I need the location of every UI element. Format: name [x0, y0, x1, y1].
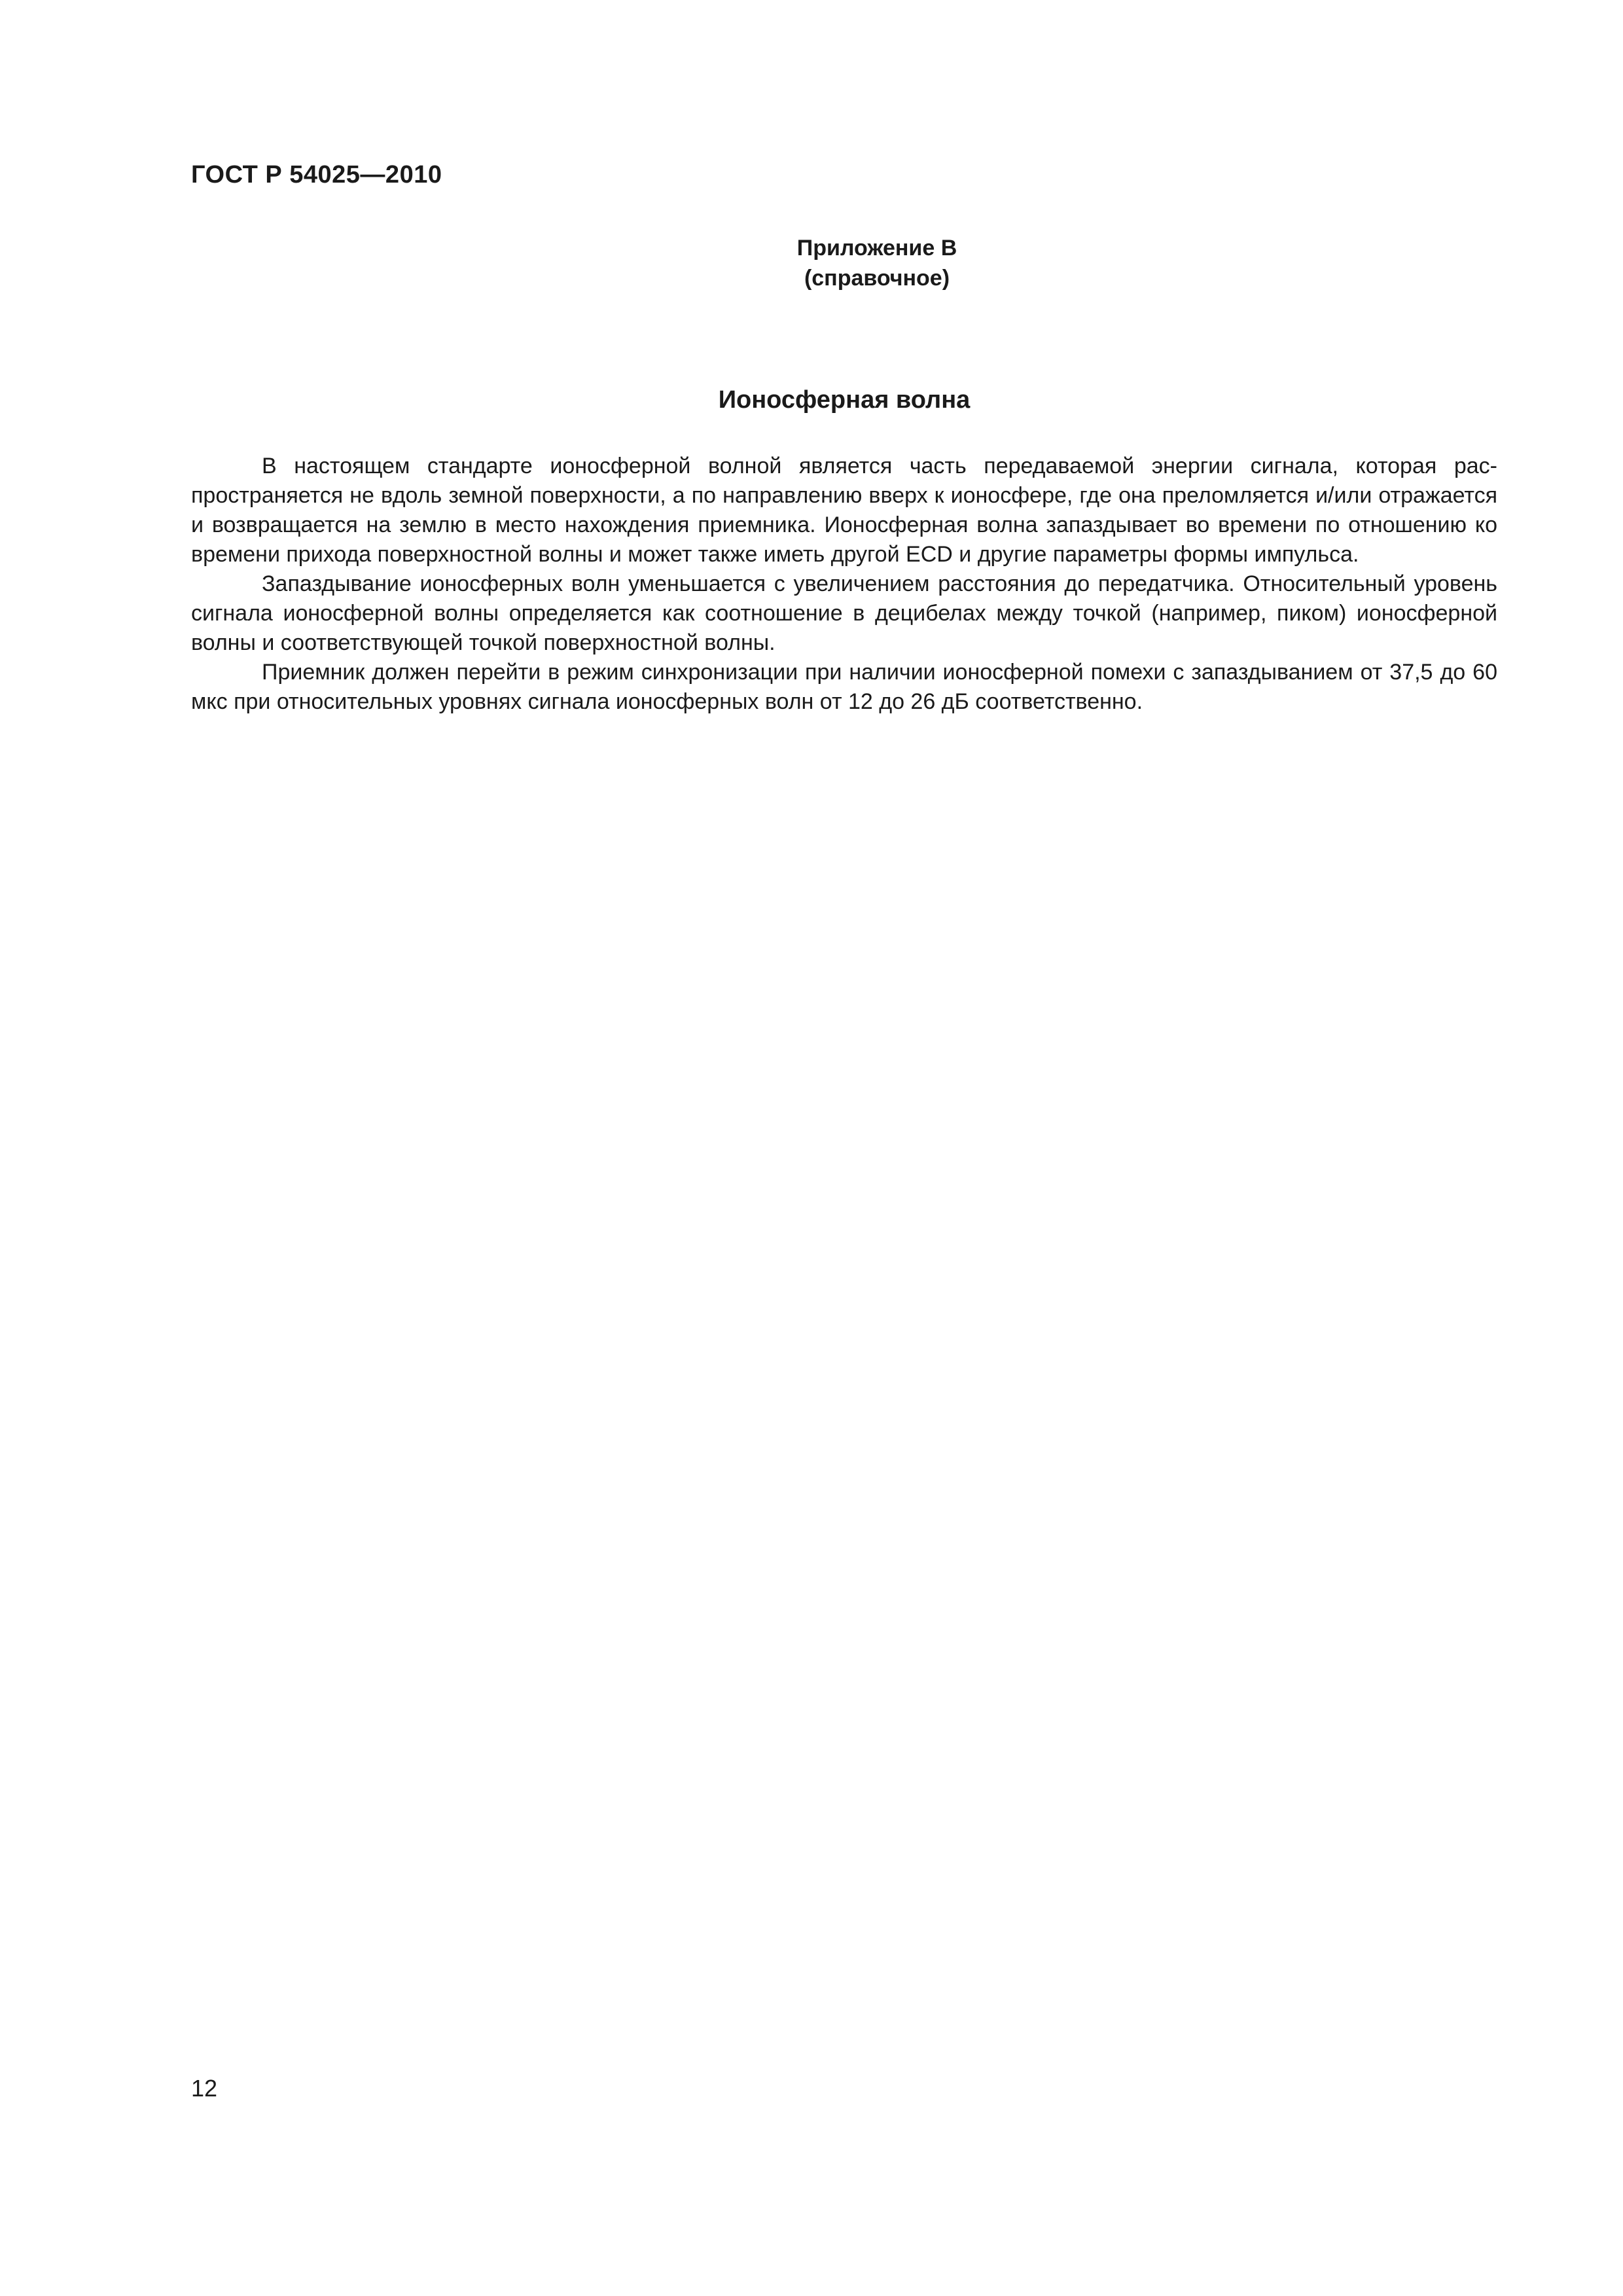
paragraph: Приемник должен перейти в режим синхронизации при наличии ионосферной помехи с запаздыванием от 37,5 до 60 мкс при относительных уровнях сигнала ионосферных волн от 12 до 26 дБ соответственно.	[191, 660, 1497, 714]
paragraph: Запаздывание ионосферных волн уменьшается с увеличением расстояния до передатчика. Относительный уровень сигнала ионосферной волны определяется как соотношение в децибелах между точкой (например, пиком) ионосферной волны и соответствующей точкой поверхностной волны.	[191, 571, 1497, 655]
body-text	[191, 452, 1497, 717]
paragraph: В настоящем стандарте ионосферной волной является часть передаваемой энергии сигнала, которая распространяется не вдоль земной поверхности, а по направлению вверх к ионосфере, где она преломляется и/или отражается и возвращается на землю в место нахождения приемника. Ионосферная волна запаздывает во времени по отношению ко времени прихода поверхностной волны и может также иметь другой ECD и другие параметры формы импульса.	[191, 454, 1497, 567]
annex-title: Приложение В	[796, 236, 957, 260]
annex-heading	[713, 233, 1041, 293]
document-code: ГОСТ Р 54025—2010	[191, 161, 442, 188]
annex-kind: (справочное)	[804, 266, 950, 291]
page-number: 12	[191, 2075, 218, 2102]
section-title: Ионосферная волна	[718, 386, 971, 414]
